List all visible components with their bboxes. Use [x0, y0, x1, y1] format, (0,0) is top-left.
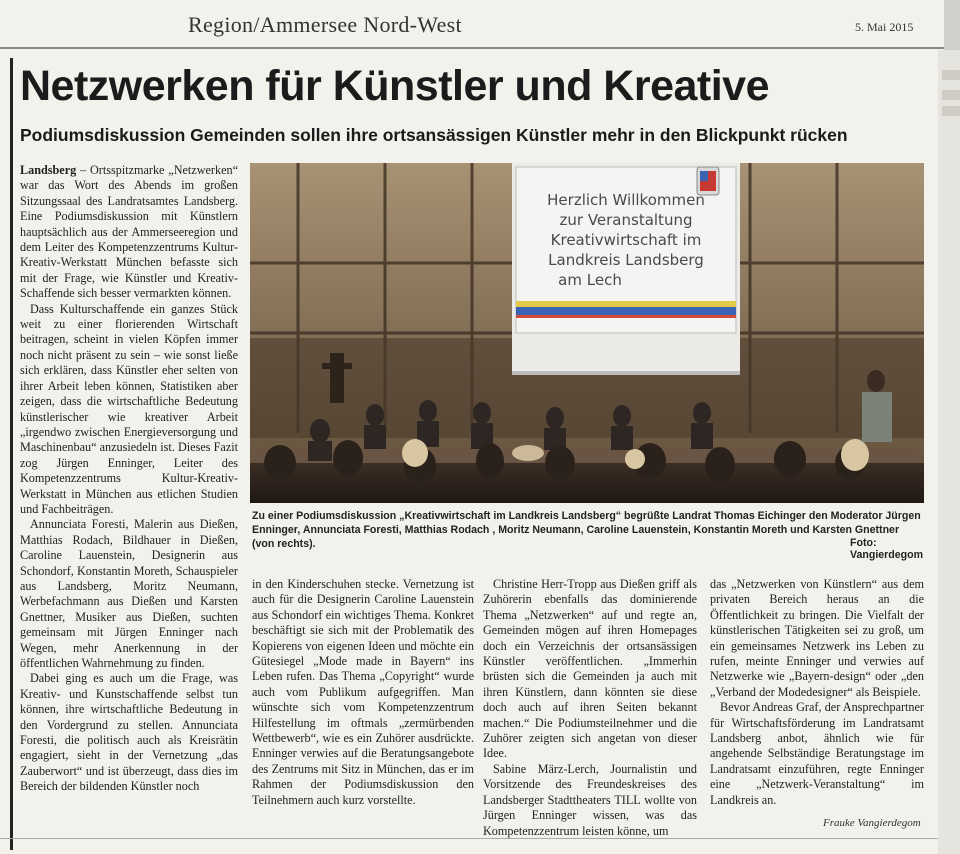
text-column-4	[710, 577, 924, 808]
banner-line: Herzlich Willkommen	[547, 191, 705, 209]
section-header: Region/Ammersee Nord-West	[188, 12, 462, 37]
paragraph: Dass Kulturschaffende ein ganzes Stück weit zu einer florierenden Wirtschaft beitragen, scheint in vielen Köpfen immer noch nicht präsent zu sein – wie sonst ließe sich erklären, dass Künstler eher selten von ihrer Arbeit leben können, Statistiken aber zeigen, dass die wirtschaftliche Bedeutung künstlerischer wie kreativer Arbeit „irgendwo zwischen Energieversorgung und Maschinenbau“ anzusiedeln ist. Dieses Fazit zog Jürgen Enninger, Leiter des Kompetenzzentrums Kultur-Kreativ-Werkstatt in München aus etlichen Studien und Fachbeiträgen.	[20, 301, 238, 516]
bleed-text	[942, 70, 960, 80]
bleed-text	[942, 90, 960, 100]
adjacent-page-edge	[938, 50, 960, 854]
text-column-1	[20, 163, 238, 795]
issue-date: 5. Mai 2015	[855, 20, 914, 34]
header-rule	[0, 47, 944, 49]
text-column-2	[252, 577, 474, 808]
paragraph: das „Netzwerken von Künstlern“ aus dem privaten Bereich heraus an die Öffentlichkeit zu bringen. Die Vielfalt der künstlerischen Tätigkeiten sei zu groß, um ein gemeinsames Netzwerk ins Leben zu rufen, meinte Enninger und verwies auf Netzwerke wie „Bayern-design“ oder „den „Verband der Modedesigner“ als Beispiele.	[710, 577, 924, 699]
paragraph: Annunciata Foresti, Malerin aus Dießen, Matthias Rodach, Bildhauer in Dießen, Caroline Lauenstein, Designerin aus Schondorf, Konstantin Moreth, Schauspieler aus Landsberg, Moritz Neumann, Werbefachmann aus Dießen und Karsten Gnettner, Musiker aus Dießen, suchten gemeinsam mit Jürgen Enninger nach Wegen, mehr Anerkennung in der öffentlichen Wahrnehmung zu finden.	[20, 517, 238, 670]
photo-credit: Foto: Vangierdegom	[850, 537, 923, 561]
article-subheadline: Podiumsdiskussion Gemeinden sollen ihre ortsansässigen Künstler mehr in den Blickpunkt rücken	[20, 125, 848, 145]
banner-line: Landkreis Landsberg	[548, 251, 704, 269]
text-column-3	[483, 577, 697, 839]
paragraph: in den Kinderschuhen stecke. Vernetzung ist auch für die Designerin Caroline Lauenstein aus Schondorf ein wichtiges Thema. Konkret beschäftigt sie sich mit der Problematik des Kopierens von eigenen Ideen und möchte ein Gütesiegel „Mode made in Bayern“ ins Leben rufen. Das Thema „Copyright“ wurde auch vom Publikum aufgegriffen. Man wünschte sich vom Kompetenzzentrum Hilfestellung im oftmals „zermürbenden Wettbewerb“, wie es ein Zuhörer ausdrückte. Enninger verwies auf die Beratungsangebote des Zentrums mit Sitz in München, das er im Rahmen der Podiumsdiskussion den Teilnehmern auch kurz vorstellte.	[252, 577, 474, 807]
paragraph: Dabei ging es auch um die Frage, was Kreativ- und Kunstschaffende selbst tun können, ihre wirtschaftliche Bedeutung in den Vordergrund zu stellen. Annunciata Foresti, die politisch auch als Kreisrätin engagiert, sieht in der Vernetzung „das Zauberwort“ und ist überzeugt, dass dies im Bereich der bildenden Künstler noch	[20, 671, 238, 794]
article-side-bar	[10, 58, 13, 850]
article-photo	[250, 163, 924, 503]
banner-line: am Lech	[558, 271, 622, 289]
banner-line: zur Veranstaltung	[559, 211, 693, 229]
banner-line: Kreativwirtschaft im	[550, 231, 702, 249]
paragraph: Bevor Andreas Graf, der Ansprechpartner für Wirtschaftsförderung im Landratsamt Landsberg anbot, ähnlich wie für angehende Selbständige Beratungstage im Landratsamt einzuführen, regte Enninger eine „Netzwerk-Veranstaltung“ im Landkreis an.	[710, 700, 924, 807]
paragraph: Sabine März-Lerch, Journalistin und Vorsitzende des Freundeskreises des Landsberger Stadttheaters TILL wollte von Jürgen Enninger wissen, was das Kompetenzzentrum leisten könne, um	[483, 761, 697, 838]
page-bottom-rule	[0, 838, 944, 839]
article-headline: Netzwerken für Künstler und Kreative	[20, 62, 770, 110]
dateline: Landsberg	[20, 163, 77, 177]
paragraph: Christine Herr-Tropp aus Dießen griff als Zuhörerin ebenfalls das dominierende Thema „Netzwerken“ auf und regte an, Gemeinden mögen auf ihren Homepages doch ein Verzeichnis der ortsansässigen Künstler veröffentlichen. „Immerhin brüsten sich die Gemeinden ja auch mit ihren Künstlern, dann könnten sie diese doch auch auf ihren Seiten bekannt machen.“ Die Podiumsteilnehmer und die Zuhörer zeigten sich angetan von dieser Idee.	[483, 577, 697, 761]
paragraph: Landsberg – Ortsspitzmarke „Netzwerken“ war das Wort des Abends im großen Sitzungssaal des Landratsamtes Landsberg. Eine Podiumsdiskussion mit Künstlern hauptsächlich aus der Ammerseeregion und dem Leiter des Kompetenzzentrums Kultur-Kreativ-Werkstatt München befasste sich mit der Frage, wie Künstler und Kreativ-Schaffende sich besser vermarkten können.	[20, 163, 238, 301]
bleed-text	[942, 106, 960, 116]
author-byline: Frauke Vangierdegom	[823, 817, 921, 829]
photo-caption: Zu einer Podiumsdiskussion „Kreativwirtschaft im Landkreis Landsberg“ begrüßte Landrat Thomas Eichinger den Moderator Jürgen Enninger, Annunciata Foresti, Matthias Rodach , Moritz Neumann, Caroline Lauenstein, Konstantin Moreth und Karsten Gnettner (von rechts).	[252, 510, 921, 550]
